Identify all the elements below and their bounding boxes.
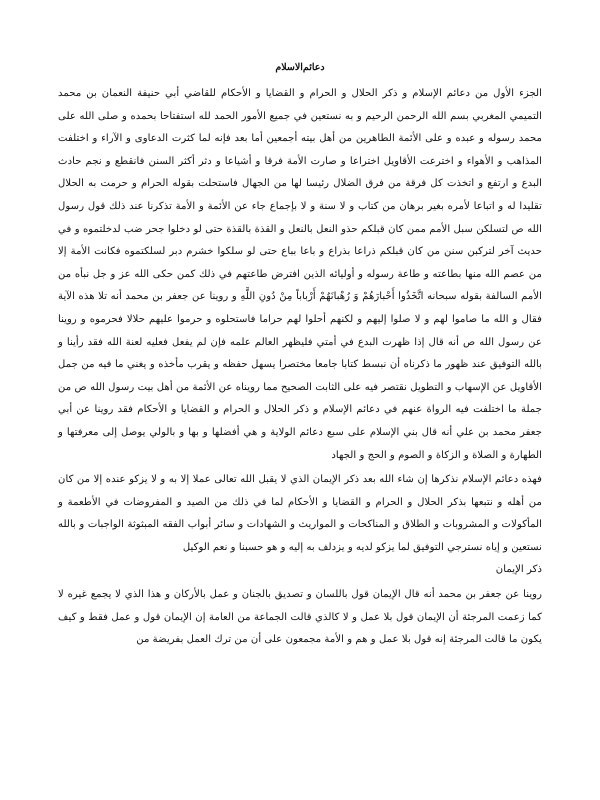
paragraph-iman: روينا عن جعفر بن محمد أنه قال الإيمان قول باللسان و تصديق بالجنان و عمل بالأركان و هذا الذي لا يجمع غيره لا كما زعمت المرجئة أن الإيمان قول بلا عمل و لا كالذي قالت الجماعة من العامة إن الإيمان قول و عمل فقط و كيف يكون ما قالت المرجئة إنه قول بلا عمل و هم و الأمة مجمعون على أن من ترك العمل بفريضة من	[58, 589, 542, 646]
paragraph-pillars: فهذه دعائم الإسلام نذكرها إن شاء الله بعد ذكر الإيمان الذي لا يقبل الله تعالى عملا إلا به و لا يزكو عنده إلا من كان من أهله و نتبعها بذكر الحلال و الحرام و القضايا و الأحكام لما في ذلك من الصيد و المفروضات في الأطعمة و المأكولات و المشروبات و الطلاق و المناكحات و المواريث و الشهادات و سائر أبواب الفقه المبثوثة الواجبات و بالله نستعين و إياه نسترجي التوفيق لما يزكو لديه و يزدلف به إليه و هو حسبنا و نعم الوكيل	[58, 474, 542, 553]
section-heading-iman: ذكر الإيمان	[495, 564, 542, 576]
document-title: دعائم‌الاسلام	[275, 62, 325, 73]
paragraph-intro: الجزء الأول من دعائم الإسلام و ذكر الحلال و الحرام و القضايا و الأحكام للقاضي أبي حنيفة النعمان بن محمد التميمي المغربي بسم الله الرحمن الرحيم و به نستعين في جميع الأمور الحمد لله استفتاحا بحمده و صلى الله على محمد رسوله و عبده و على الأئمة الطاهرين من أهل بيته أجمعين أما بعد فإنه لما كثرت الدعاوى و الآراء و اختلفت المذاهب و الأهواء و اخترعت الأقاويل اختراعا و صارت الأمة فرقا و أشياعا و دثر أكثر السنن فانقطع و نجم حادث البدع و ارتفع و اتخذت كل فرقة من فرق الضلال رئيسا لها من الجهال فاستحلت بقوله الحرام و حرمت به الحلال تقليدا له و اتباعا لأمره بغير برهان من كتاب و لا سنة و لا بإجماع جاء عن الأئمة و الأمة تذكرنا عند ذلك قول رسول الله ص لتسلكن سبل الأمم ممن كان قبلكم حذو النعل بالنعل و القذة بالقذة حتى لو دخلوا جحر ضب لدخلتموه و في حديث آخر لتركبن سنن من كان قبلكم ذراعا بذراع و باعا بباع حتى لو سلكوا خشرم دبر لسلكتموه فكانت الأمة إلا من عصم الله منها بطاعته و طاعة رسوله و أوليائه الذين افترض طاعتهم في ذلك كمن حكى الله عز و جل نبأه من الأمم السالفة بقوله سبحانه اتَّخَذُوا أَحْبارَهُمْ وَ رُهْبانَهُمْ أَرْباباً مِنْ دُونِ اللَّهِ و روينا عن جعفر بن محمد أنه تلا هذه الآية فقال و الله ما صاموا لهم و لا صلوا إليهم و لكنهم أحلوا لهم حراما فاستحلوه و حرموا عليهم حلالا فحرموه و روينا عن رسول الله ص أنه قال إذا ظهرت البدع في أمتي فليظهر العالم علمه فإن لم يفعل فعليه لعنة الله فقد رأينا و بالله التوفيق عند ظهور ما ذكرناه أن نبسط كتابا جامعا مختصرا يسهل حفظه و يقرب مأخذه و يغني ما فيه من جمل الأقاويل عن الإسهاب و التطويل نقتصر فيه على الثابت الصحيح مما رويناه عن الأئمة من أهل بيت رسول الله ص من جملة ما اختلفت فيه الرواة عنهم في دعائم الإسلام و ذكر الحلال و الحرام و القضايا و الأحكام فقد روينا عن أبي جعفر محمد بن علي أنه قال بني الإسلام على سبع دعائم الولاية و هي أفضلها و بها و بالولي يوصل إلى معرفتها و الطهارة و الصلاة و الزكاة و الصوم و الحج و الجهاد	[58, 88, 542, 461]
